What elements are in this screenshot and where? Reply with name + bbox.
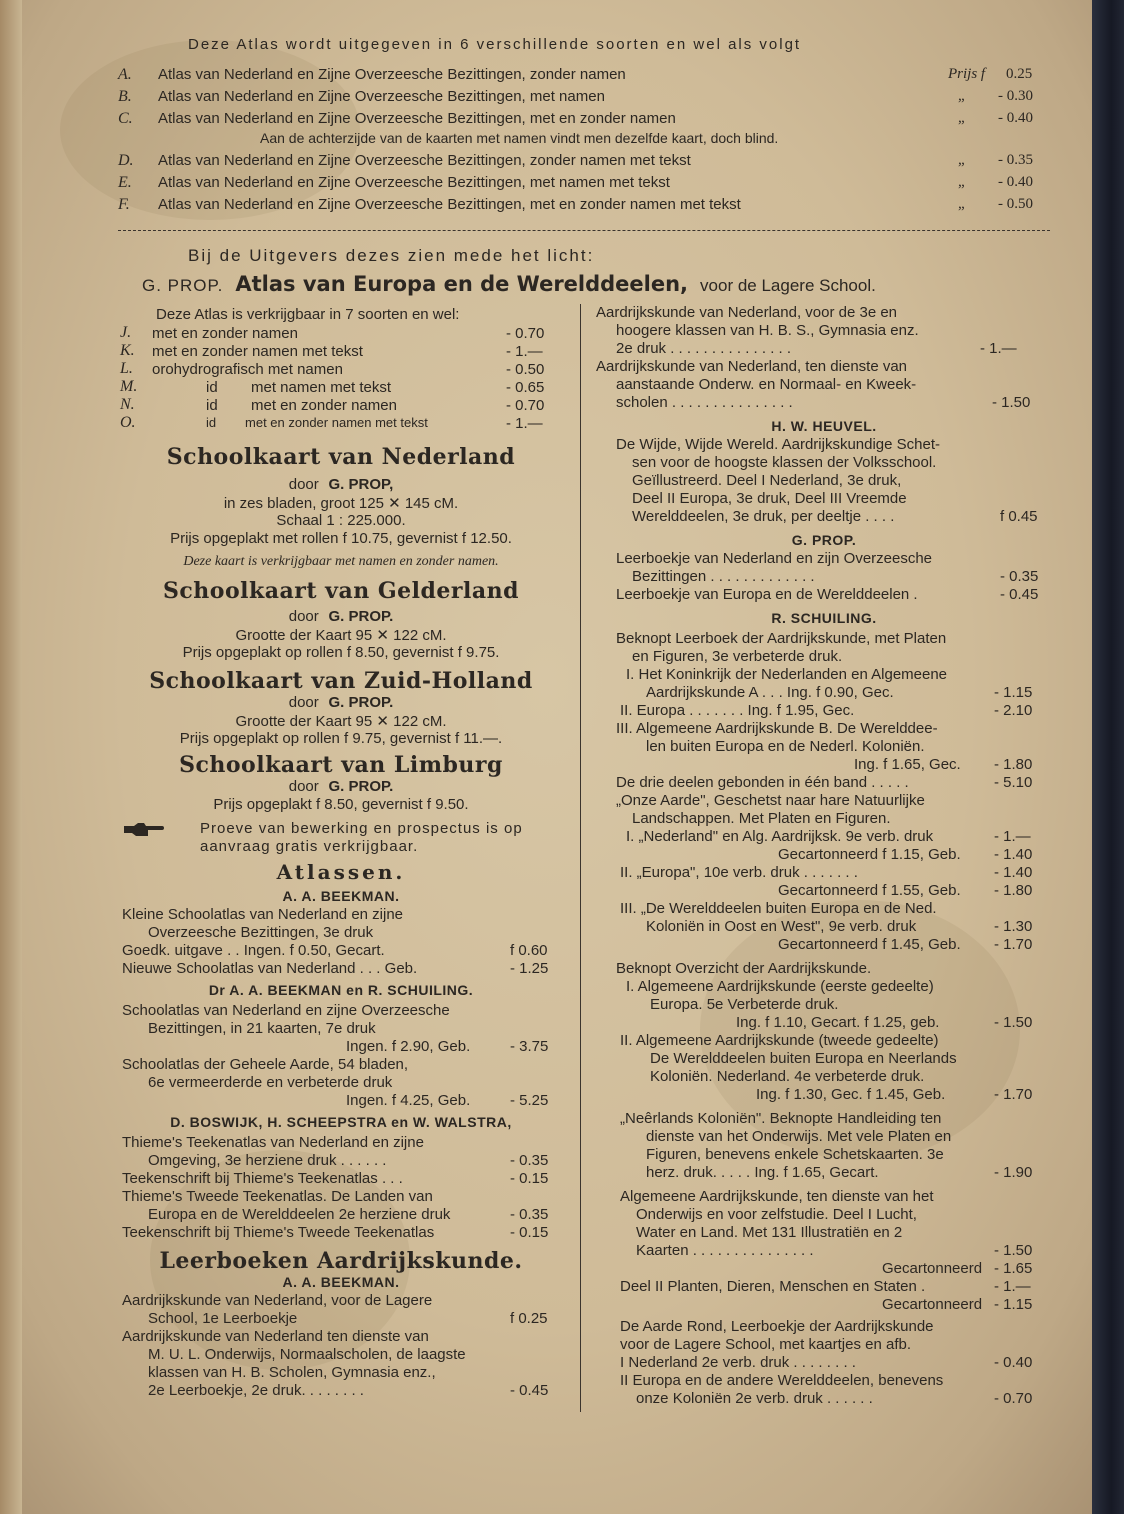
prop-heading: G. PROP.: [791, 532, 857, 548]
right-line: Koloniën in Oost en West", 9e verb. druk: [646, 918, 917, 935]
right-line: Gecartonneerd f 1.55, Geb.: [778, 882, 961, 899]
right-line: III. „De Werelddeelen buiten Europa en de Ned.: [620, 900, 937, 917]
right-line: Beknopt Overzicht der Aardrijkskunde.: [616, 960, 872, 977]
atlas-item-o: O. id met en zonder namen met tekst - 1.—: [120, 414, 543, 432]
leerboeken-line: M. U. L. Onderwijs, Normaalscholen, de laagste: [148, 1346, 466, 1363]
right-line: Figuren, benevens enkele Schetskaarten. 3e: [646, 1146, 944, 1163]
right-price: - 1.70: [994, 1086, 1033, 1103]
atlassen-line: Teekenschrift bij Thieme's Teekenatlas . . .: [122, 1170, 403, 1187]
right-line: „Onze Aarde", Geschetst naar hare Natuurlijke: [616, 792, 925, 809]
edition-row-f: F. Atlas van Nederland en Zijne Overzeesche Bezittingen, met en zonder namen met tekst „ - 0.50: [118, 196, 1033, 213]
right-line: I. Algemeene Aardrijkskunde (eerste gedeelte): [626, 978, 934, 995]
atlassen-line: Schoolatlas van Nederland en zijne Overzeesche: [122, 1002, 450, 1019]
atlas-intro: Deze Atlas is verkrijgbaar in 7 soorten en wel:: [156, 306, 460, 323]
schoolkaart-gelderland-size: Grootte der Kaart 95 ✕ 122 cM.: [235, 627, 447, 644]
right-price: - 1.30: [994, 918, 1033, 935]
atlas-item-n: N. id met en zonder namen - 0.70: [120, 396, 545, 414]
right-line: De Aarde Rond, Leerboekje der Aardrijkskunde: [620, 1318, 934, 1335]
right-line: sen voor de hoogste klassen der Volksschool.: [632, 454, 937, 471]
atlassen-price: - 0.35: [510, 1152, 549, 1169]
right-price: - 1.70: [994, 936, 1033, 953]
right-line: Leerboekje van Europa en de Werelddeelen .: [616, 586, 918, 603]
right-line: Leerboekje van Nederland en zijn Overzeesche: [616, 550, 933, 567]
atlassen-boswijk: D. BOSWIJK, H. SCHEEPSTRA en W. WALSTRA,: [170, 1114, 512, 1130]
heuvel-heading: H. W. HEUVEL.: [771, 418, 877, 434]
edition-row-a: A. Atlas van Nederland en Zijne Overzeesche Bezittingen, zonder namen Prijs f 0.25: [118, 66, 1033, 83]
right-line: 2e druk . . . . . . . . . . . . . . .: [616, 340, 792, 357]
right-line: Deel II Planten, Dieren, Menschen en Staten .: [620, 1278, 926, 1295]
proeve-line-1: Proeve van bewerking en prospectus is op: [200, 820, 523, 837]
right-line: I Nederland 2e verb. druk . . . . . . . .: [620, 1354, 856, 1371]
right-line: scholen . . . . . . . . . . . . . . .: [616, 394, 793, 411]
atlassen-line: Thieme's Teekenatlas van Nederland en zijne: [122, 1134, 424, 1151]
right-line: II. Europa . . . . . . . Ing. f 1.95, Gec.: [620, 702, 855, 719]
leerboeken-line: Aardrijkskunde van Nederland ten dienste van: [122, 1328, 429, 1345]
leerboeken-heading: Leerboeken Aardrijkskunde.: [159, 1248, 523, 1274]
edition-note-c: Aan de achterzijde van de kaarten met namen vindt men dezelfde kaart, doch blind.: [260, 130, 779, 146]
atlassen-line: Kleine Schoolatlas van Nederland en zijne: [122, 906, 404, 923]
atlassen-line: Ingen. f 4.25, Geb.: [346, 1092, 471, 1109]
right-price: - 1.80: [994, 882, 1033, 899]
atlassen-price: - 0.15: [510, 1224, 549, 1241]
proeve-line-2: aanvraag gratis verkrijgbaar.: [200, 838, 419, 855]
schoolkaart-limburg-price: Prijs opgeplakt f 8.50, gevernist f 9.50.: [213, 796, 469, 813]
edition-intro: Deze Atlas wordt uitgegeven in 6 verschillende soorten en wel als volgt: [188, 36, 802, 53]
right-price: - 1.90: [994, 1164, 1033, 1181]
atlassen-price: f 0.60: [510, 942, 548, 959]
schoolkaart-gelderland-author: door G. PROP.: [288, 608, 394, 625]
leerboeken-line: klassen van H. B. Scholen, Gymnasia enz.,: [148, 1364, 436, 1381]
right-price: - 1.40: [994, 864, 1033, 881]
right-line: len buiten Europa en de Nederl. Koloniën.: [646, 738, 925, 755]
right-line: Aardrijkskunde van Nederland, ten dienste van: [596, 358, 908, 375]
schoolkaart-nederland-title: Schoolkaart van Nederland: [166, 444, 516, 470]
right-price: - 1.50: [994, 1014, 1033, 1031]
right-line: Water en Land. Met 131 Illustratiën en 2: [636, 1224, 903, 1241]
atlas-item-k: K. met en zonder namen met tekst - 1.—: [120, 342, 543, 360]
edition-row-d: D. Atlas van Nederland en Zijne Overzeesche Bezittingen, zonder namen met tekst „ - 0.35: [118, 152, 1033, 169]
right-line: onze Koloniën 2e verb. druk . . . . . .: [636, 1390, 873, 1407]
atlas-item-l: L. orohydrografisch met namen - 0.50: [120, 360, 545, 378]
atlassen-line: Ingen. f 2.90, Geb.: [346, 1038, 471, 1055]
right-price: f 0.45: [1000, 508, 1038, 525]
atlas-item-m: M. id met namen met tekst - 0.65: [120, 378, 545, 396]
right-price: - 1.—: [980, 340, 1017, 357]
schoolkaart-gelderland-price: Prijs opgeplakt op rollen f 8.50, gevernist f 9.75.: [182, 644, 500, 661]
right-line: en Figuren, 3e verbeterde druk.: [632, 648, 843, 665]
left-column: [118, 300, 564, 1420]
right-line: Ing. f 1.10, Gecart. f 1.25, geb.: [736, 1014, 940, 1031]
right-price: - 1.—: [994, 828, 1031, 845]
atlassen-price: - 3.75: [510, 1038, 549, 1055]
right-line: „Neêrlands Koloniën". Beknopte Handleiding ten: [620, 1110, 942, 1127]
schoolkaart-nederland-scale: Schaal 1 : 225.000.: [276, 512, 406, 529]
right-line: voor de Lagere School, met kaartjes en afb.: [620, 1336, 912, 1353]
atlassen-line: Thieme's Tweede Teekenatlas. De Landen van: [122, 1188, 433, 1205]
right-line: De Werelddeelen buiten Europa en Neerlands: [650, 1050, 957, 1067]
right-line: Geïllustreerd. Deel I Nederland, 3e druk,: [632, 472, 902, 489]
right-price: - 5.10: [994, 774, 1033, 791]
right-price: - 1.80: [994, 756, 1033, 773]
schoolkaart-gelderland-title: Schoolkaart van Gelderland: [163, 578, 519, 604]
right-column: [596, 300, 1052, 1420]
atlassen-line: Schoolatlas der Geheele Aarde, 54 bladen,: [122, 1056, 409, 1073]
leerboeken-price: f 0.25: [510, 1310, 548, 1327]
schoolkaart-nederland-note: Deze kaart is verkrijgbaar met namen en zonder namen.: [183, 554, 499, 569]
atlassen-beekman-schuiling: Dr A. A. BEEKMAN en R. SCHUILING.: [208, 982, 474, 998]
header-divider: [118, 230, 1050, 231]
schoolkaart-nederland-size: in zes bladen, groot 125 ✕ 145 cM.: [223, 495, 459, 512]
leerboeken-line: Aardrijkskunde van Nederland, voor de Lagere: [122, 1292, 433, 1309]
right-price: - 2.10: [994, 702, 1033, 719]
right-line: Werelddeelen, 3e druk, per deeltje . . . .: [632, 508, 895, 525]
right-line: Gecartonneerd: [882, 1260, 983, 1277]
right-line: Aardrijkskunde van Nederland, voor de 3e en: [596, 304, 898, 321]
atlassen-line: Europa en de Werelddeelen 2e herziene druk: [148, 1206, 451, 1223]
book-spine: [1092, 0, 1124, 1514]
edition-row-c: C. Atlas van Nederland en Zijne Overzeesche Bezittingen, met en zonder namen „ - 0.40: [118, 110, 1033, 127]
column-divider: [580, 304, 581, 1412]
schoolkaart-zuid-holland-title: Schoolkaart van Zuid-Holland: [149, 668, 533, 694]
right-line: Bezittingen . . . . . . . . . . . . .: [632, 568, 815, 585]
atlassen-price: - 0.35: [510, 1206, 549, 1223]
schoolkaart-nederland-price: Prijs opgeplakt met rollen f 10.75, gevernist f 12.50.: [170, 530, 512, 547]
right-line: Gecartonneerd f 1.15, Geb.: [778, 846, 961, 863]
schuiling-heading: R. SCHUILING.: [771, 610, 877, 626]
leerboeken-line: 2e Leerboekje, 2e druk. . . . . . . .: [148, 1382, 364, 1399]
right-price: - 1.50: [992, 394, 1031, 411]
right-price: - 1.50: [994, 1242, 1033, 1259]
right-line: Onderwijs en voor zelfstudie. Deel I Lucht,: [636, 1206, 917, 1223]
right-line: Algemeene Aardrijkskunde, ten dienste van het: [620, 1188, 934, 1205]
schoolkaart-nederland-author: door G. PROP,: [288, 476, 394, 493]
leerboeken-line: School, 1e Leerboekje: [148, 1310, 298, 1327]
right-price: - 0.70: [994, 1390, 1033, 1407]
leerboeken-beekman: A. A. BEEKMAN.: [282, 1274, 400, 1290]
atlassen-price: - 0.15: [510, 1170, 549, 1187]
right-line: Landschappen. Met Platen en Figuren.: [632, 810, 891, 827]
right-line: dienste van het Onderwijs. Met vele Platen en: [646, 1128, 952, 1145]
right-line: Gecartonneerd f 1.45, Geb.: [778, 936, 961, 953]
atlassen-price: - 5.25: [510, 1092, 549, 1109]
atlassen-line: Omgeving, 3e herziene druk . . . . . .: [148, 1152, 387, 1169]
right-line: Beknopt Leerboek der Aardrijkskunde, met Platen: [616, 630, 947, 647]
atlassen-line: Overzeesche Bezittingen, 3e druk: [148, 924, 374, 941]
edition-row-e: E. Atlas van Nederland en Zijne Overzeesche Bezittingen, met namen met tekst „ - 0.40: [118, 174, 1033, 191]
right-line: Europa. 5e Verbeterde druk.: [650, 996, 839, 1013]
right-line: De drie deelen gebonden in één band . . . . .: [616, 774, 909, 791]
right-line: Koloniën. Nederland. 4e verbeterde druk.: [650, 1068, 925, 1085]
atlassen-line: 6e vermeerderde en verbeterde druk: [148, 1074, 393, 1091]
right-price: - 1.15: [994, 1296, 1033, 1313]
right-line: aanstaande Onderw. en Normaal- en Kweek-: [616, 376, 917, 393]
right-line: herz. druk. . . . . Ing. f 1.65, Gecart.: [646, 1164, 879, 1181]
right-line: hoogere klassen van H. B. S., Gymnasia enz.: [616, 322, 919, 339]
right-line: II. Algemeene Aardrijkskunde (tweede gedeelte): [620, 1032, 939, 1049]
publisher-banner: Bij de Uitgevers dezes zien mede het licht:: [188, 246, 595, 265]
atlassen-line: Bezittingen, in 21 kaarten, 7e druk: [148, 1020, 376, 1037]
schoolkaart-zuid-holland-size: Grootte der Kaart 95 ✕ 122 cM.: [235, 713, 447, 730]
right-line: III. Algemeene Aardrijkskunde B. De Werelddee-: [616, 720, 938, 737]
main-title: G. PROP. Atlas van Europa en de Werelddeelen, voor de Lagere School.: [142, 272, 876, 296]
atlas-item-j: J. met en zonder namen - 0.70: [120, 324, 545, 342]
right-line: De Wijde, Wijde Wereld. Aardrijkskundige Schet-: [616, 436, 941, 453]
edition-row-b: B. Atlas van Nederland en Zijne Overzeesche Bezittingen, met namen „ - 0.30: [118, 88, 1033, 105]
right-price: - 1.—: [994, 1278, 1031, 1295]
atlassen-price: - 1.25: [510, 960, 549, 977]
pointing-hand-icon: [122, 820, 162, 838]
atlassen-beekman: A. A. BEEKMAN.: [282, 888, 400, 904]
right-price: - 0.35: [1000, 568, 1039, 585]
atlassen-line: Nieuwe Schoolatlas van Nederland . . . Geb.: [122, 960, 418, 977]
schoolkaart-zuid-holland-price: Prijs opgeplakt op rollen f 9.75, gevernist f 11.—.: [179, 730, 503, 747]
right-line: Kaarten . . . . . . . . . . . . . . .: [636, 1242, 814, 1259]
right-price: - 1.65: [994, 1260, 1033, 1277]
right-price: - 0.40: [994, 1354, 1033, 1371]
schoolkaart-zuid-holland-author: door G. PROP.: [288, 694, 394, 711]
leerboeken-price: - 0.45: [510, 1382, 549, 1399]
atlassen-heading: Atlassen.: [276, 860, 406, 884]
right-line: Deel II Europa, 3e druk, Deel III Vreemde: [632, 490, 907, 507]
right-line: Ing. f 1.30, Gec. f 1.45, Geb.: [756, 1086, 946, 1103]
right-price: - 1.15: [994, 684, 1033, 701]
right-line: I. Het Koninkrijk der Nederlanden en Algemeene: [626, 666, 948, 683]
right-line: II Europa en de andere Werelddeelen, benevens: [620, 1372, 944, 1389]
right-line: Gecartonneerd: [882, 1296, 983, 1313]
right-line: Ing. f 1.65, Gec.: [854, 756, 961, 773]
right-line: Aardrijkskunde A . . . Ing. f 0.90, Gec.: [646, 684, 894, 701]
schoolkaart-limburg-title: Schoolkaart van Limburg: [179, 752, 503, 778]
schoolkaart-limburg-author: door G. PROP.: [288, 778, 394, 795]
atlassen-line: Teekenschrift bij Thieme's Tweede Teekenatlas: [122, 1224, 435, 1241]
atlassen-line: Goedk. uitgave . . Ingen. f 0.50, Gecart.: [122, 942, 385, 959]
right-line: II. „Europa", 10e verb. druk . . . . . . .: [620, 864, 858, 881]
right-price: - 1.40: [994, 846, 1033, 863]
right-line: I. „Nederland" en Alg. Aardrijksk. 9e verb. druk: [626, 828, 934, 845]
right-price: - 0.45: [1000, 586, 1039, 603]
